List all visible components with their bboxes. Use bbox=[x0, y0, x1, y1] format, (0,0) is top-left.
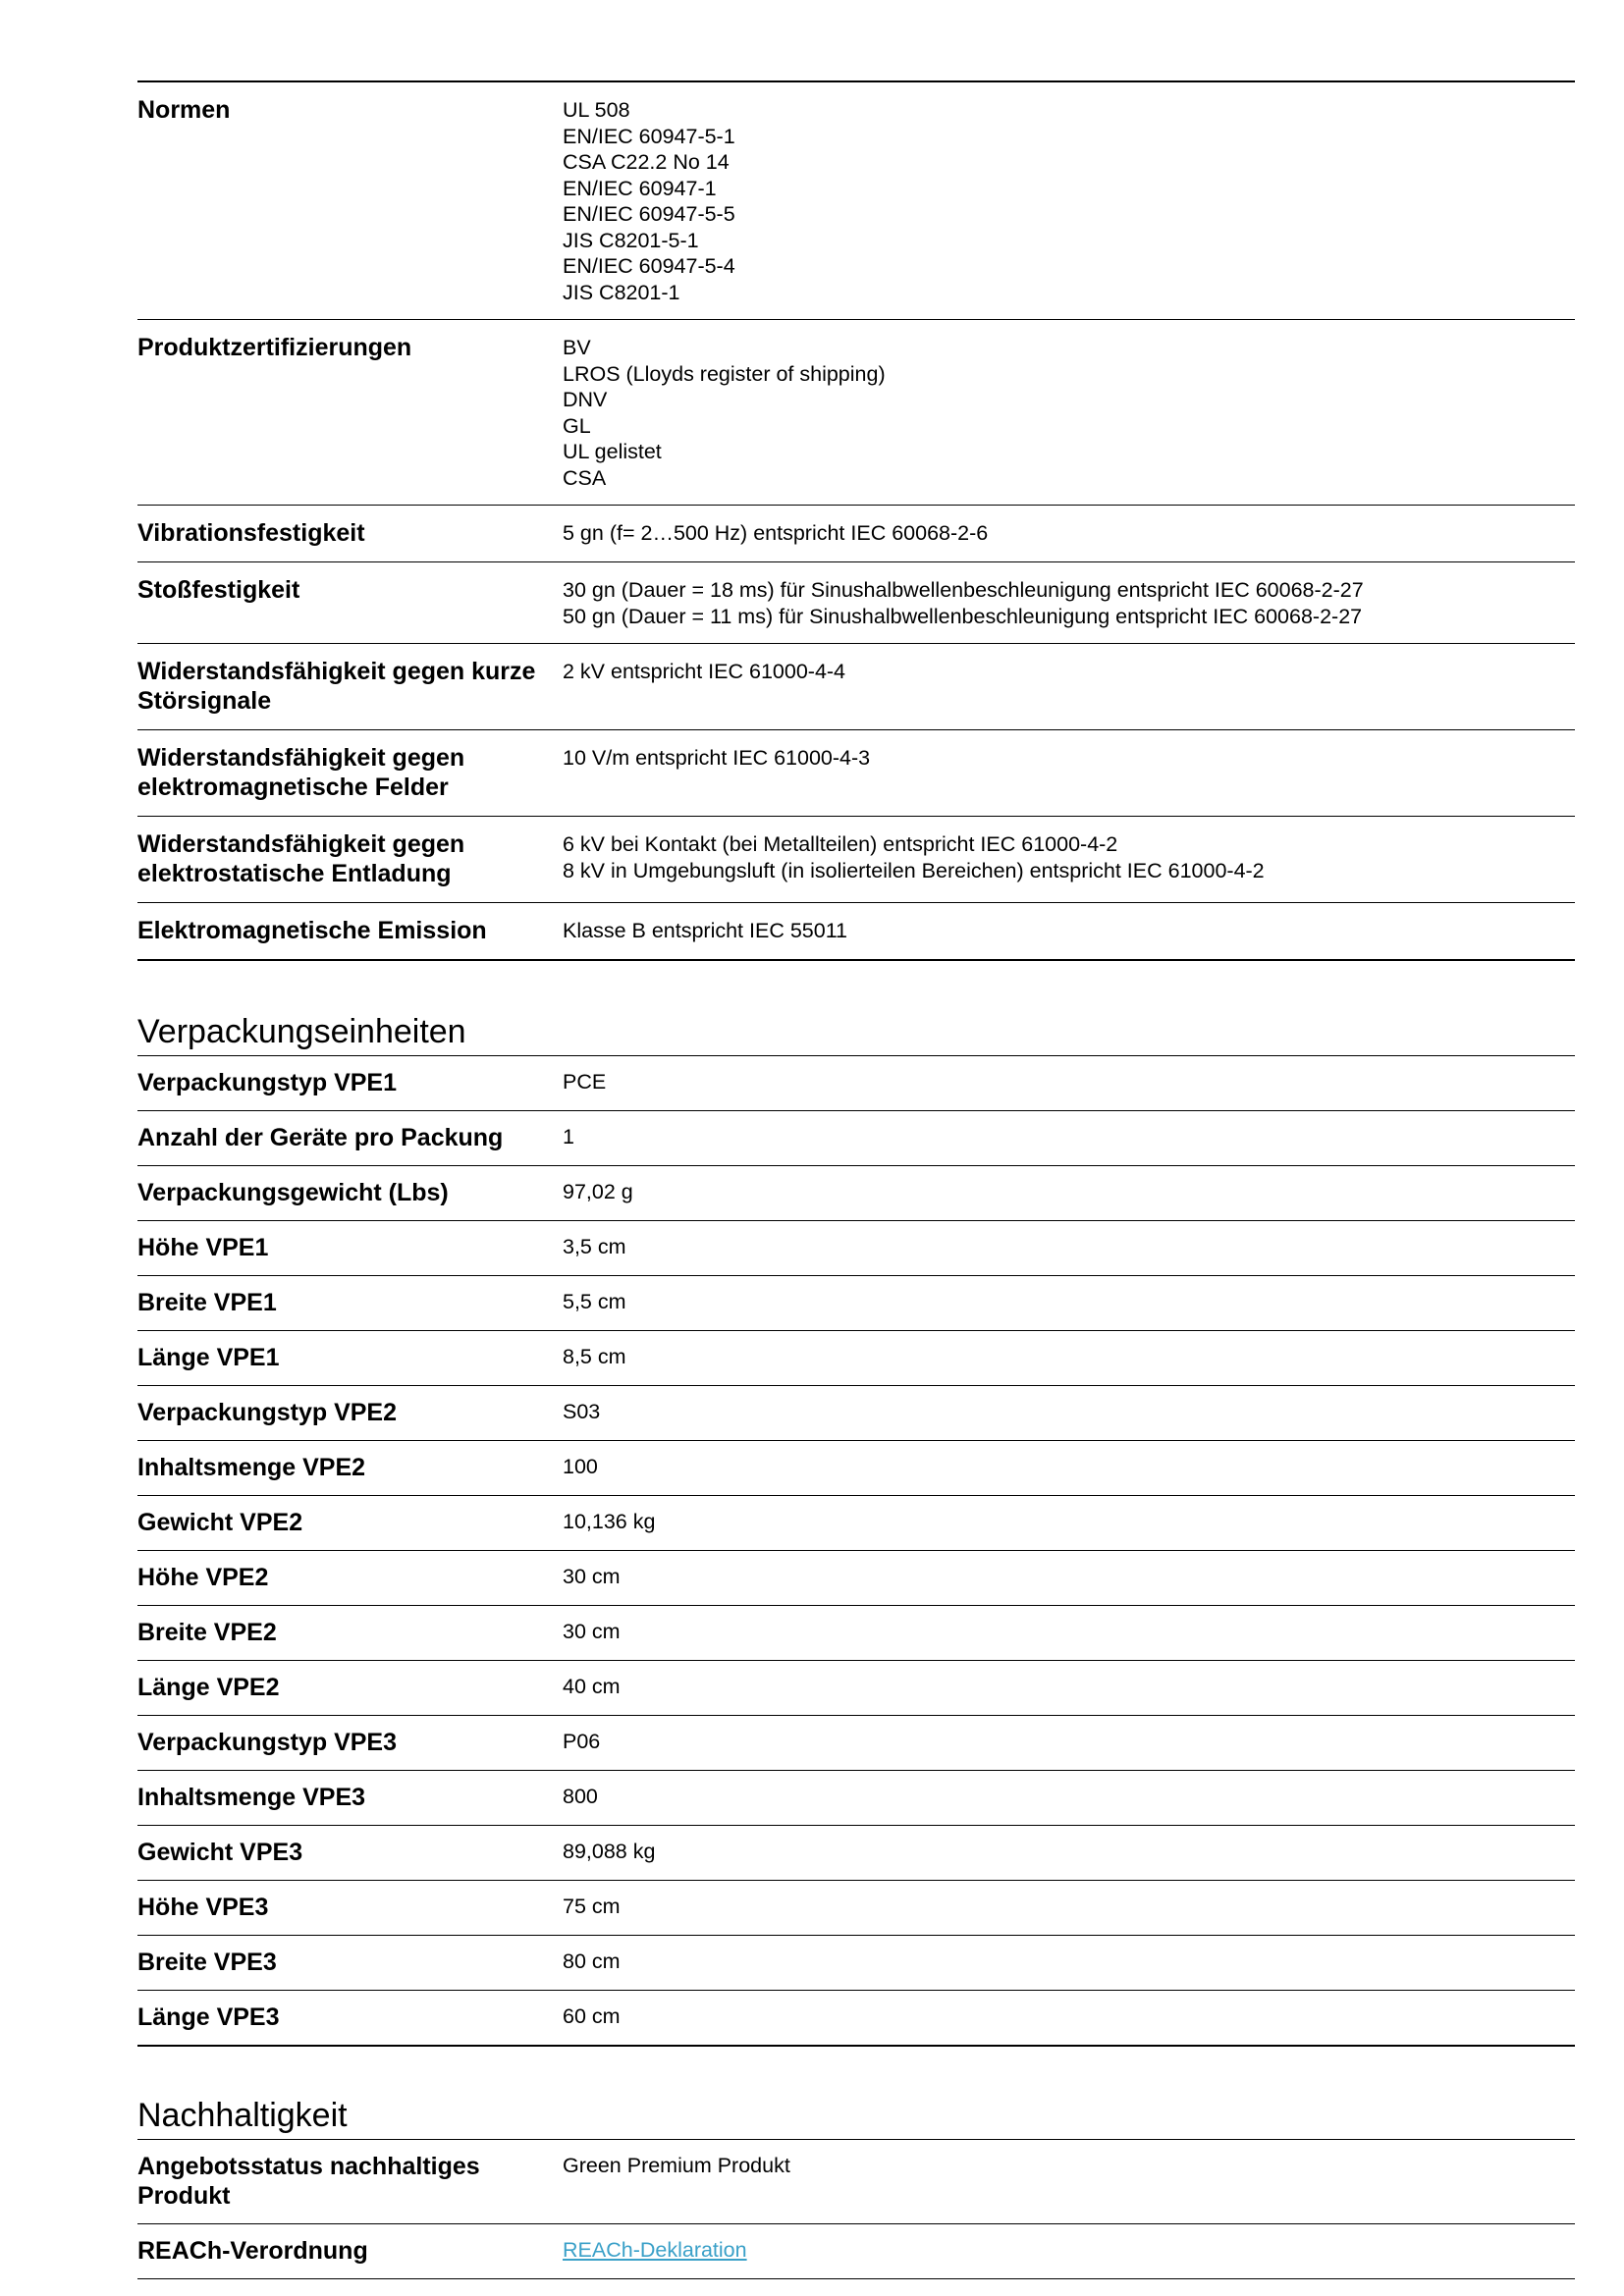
table-row bbox=[137, 1111, 1575, 1166]
table-row bbox=[137, 817, 1575, 903]
packaging-section-title: Verpackungseinheiten bbox=[137, 1010, 1575, 1056]
row-value: 8,5 cm bbox=[563, 1345, 626, 1368]
table-row bbox=[137, 1716, 1575, 1771]
value-line: CSA bbox=[563, 465, 607, 490]
table-row bbox=[137, 1551, 1575, 1606]
row-value: 97,02 g bbox=[563, 1180, 633, 1203]
row-label: Elektromagnetische Emission bbox=[137, 917, 487, 944]
table-row bbox=[137, 1936, 1575, 1991]
row-label: Breite VPE3 bbox=[137, 1949, 277, 1976]
row-value bbox=[563, 644, 1575, 730]
row-value: 89,088 kg bbox=[563, 1840, 656, 1863]
value-line: 50 gn (Dauer = 11 ms) für Sinushalbwellenbeschleunigung entspricht IEC 60068-2-27 bbox=[563, 604, 1363, 628]
sustainability-section-title: Nachhaltigkeit bbox=[137, 2094, 1575, 2140]
table-row bbox=[137, 1771, 1575, 1826]
datasheet-content bbox=[137, 80, 1575, 2279]
table-row bbox=[137, 1441, 1575, 1496]
row-value: 60 cm bbox=[563, 2004, 621, 2028]
row-value bbox=[563, 320, 1575, 506]
value-line: GL bbox=[563, 413, 591, 438]
value-line: 30 gn (Dauer = 18 ms) für Sinushalbwellenbeschleunigung entspricht IEC 60068-2-27 bbox=[563, 578, 1364, 602]
row-label: Angebotsstatus nachhaltiges Produkt bbox=[137, 2153, 480, 2210]
row-value bbox=[563, 2224, 1575, 2279]
row-label: Anzahl der Geräte pro Packung bbox=[137, 1124, 504, 1151]
row-label: Länge VPE1 bbox=[137, 1344, 280, 1371]
row-value: 80 cm bbox=[563, 1949, 621, 1973]
value-line: Klasse B entspricht IEC 55011 bbox=[563, 919, 848, 942]
table-row bbox=[137, 81, 1575, 320]
table-row bbox=[137, 1606, 1575, 1661]
table-row bbox=[137, 1991, 1575, 2047]
row-value: 30 cm bbox=[563, 1620, 621, 1643]
row-value bbox=[563, 817, 1575, 903]
table-row bbox=[137, 562, 1575, 644]
row-value: 800 bbox=[563, 1785, 598, 1808]
value-line: JIS C8201-5-1 bbox=[563, 228, 699, 252]
value-line: EN/IEC 60947-5-5 bbox=[563, 202, 735, 226]
row-value: 40 cm bbox=[563, 1675, 621, 1698]
row-label: REACh-Verordnung bbox=[137, 2237, 368, 2265]
value-line: JIS C8201-1 bbox=[563, 280, 680, 304]
value-line: CSA C22.2 No 14 bbox=[563, 150, 730, 174]
row-value: Green Premium Produkt bbox=[563, 2154, 790, 2177]
row-label: Höhe VPE1 bbox=[137, 1234, 269, 1261]
row-value bbox=[563, 506, 1575, 562]
table-row bbox=[137, 1221, 1575, 1276]
value-line: 8 kV in Umgebungsluft (in isolierteilen Bereichen) entspricht IEC 61000-4-2 bbox=[563, 858, 1265, 882]
row-value: 75 cm bbox=[563, 1895, 621, 1918]
value-line: EN/IEC 60947-5-1 bbox=[563, 124, 735, 148]
row-value: P06 bbox=[563, 1730, 601, 1753]
packaging-table bbox=[137, 1056, 1575, 2047]
row-label: Gewicht VPE3 bbox=[137, 1839, 303, 1866]
row-value: 3,5 cm bbox=[563, 1235, 626, 1258]
row-label: Normen bbox=[137, 96, 231, 124]
row-label: Produktzertifizierungen bbox=[137, 334, 412, 361]
row-value: 30 cm bbox=[563, 1565, 621, 1588]
table-row bbox=[137, 2140, 1575, 2224]
value-line: 6 kV bei Kontakt (bei Metallteilen) entspricht IEC 61000-4-2 bbox=[563, 832, 1118, 856]
table-row bbox=[137, 1166, 1575, 1221]
row-value bbox=[563, 562, 1575, 644]
table-row bbox=[137, 730, 1575, 817]
value-line: DNV bbox=[563, 388, 608, 411]
row-label: Stoßfestigkeit bbox=[137, 576, 300, 604]
row-value: S03 bbox=[563, 1400, 601, 1423]
row-value: 1 bbox=[563, 1125, 574, 1148]
row-label: Verpackungsgewicht (Lbs) bbox=[137, 1179, 449, 1206]
row-label: Höhe VPE3 bbox=[137, 1894, 269, 1921]
row-label: Verpackungstyp VPE2 bbox=[137, 1399, 398, 1426]
value-line: LROS (Lloyds register of shipping) bbox=[563, 361, 886, 386]
value-line: 10 V/m entspricht IEC 61000-4-3 bbox=[563, 746, 871, 770]
table-row bbox=[137, 1826, 1575, 1881]
row-value bbox=[563, 81, 1575, 320]
value-line: UL gelistet bbox=[563, 440, 662, 463]
value-line: EN/IEC 60947-1 bbox=[563, 176, 717, 200]
row-label: Länge VPE2 bbox=[137, 1674, 280, 1701]
table-row bbox=[137, 903, 1575, 961]
row-label: Gewicht VPE2 bbox=[137, 1509, 303, 1536]
table-row bbox=[137, 1881, 1575, 1936]
table-row bbox=[137, 1386, 1575, 1441]
table-row bbox=[137, 1331, 1575, 1386]
row-label: Breite VPE1 bbox=[137, 1289, 277, 1316]
row-value bbox=[563, 903, 1575, 961]
row-value: 5,5 cm bbox=[563, 1290, 626, 1313]
value-line: 5 gn (f= 2…500 Hz) entspricht IEC 60068-2-6 bbox=[563, 521, 989, 545]
value-line: EN/IEC 60947-5-4 bbox=[563, 254, 735, 278]
table-row bbox=[137, 1056, 1575, 1111]
row-label: Verpackungstyp VPE1 bbox=[137, 1069, 398, 1096]
row-label: Vibrationsfestigkeit bbox=[137, 519, 365, 547]
row-value: PCE bbox=[563, 1070, 607, 1094]
reach-declaration-link[interactable]: REACh-Deklaration bbox=[563, 2238, 747, 2262]
row-label: Inhaltsmenge VPE3 bbox=[137, 1784, 366, 1811]
table-row bbox=[137, 320, 1575, 506]
row-label: Widerstandsfähigkeit gegen elektromagnetische Felder bbox=[137, 744, 465, 801]
row-label: Länge VPE3 bbox=[137, 2003, 280, 2031]
row-label: Inhaltsmenge VPE2 bbox=[137, 1454, 366, 1481]
row-value: 10,136 kg bbox=[563, 1510, 656, 1533]
row-label: Breite VPE2 bbox=[137, 1619, 277, 1646]
row-label: Verpackungstyp VPE3 bbox=[137, 1729, 398, 1756]
specifications-table bbox=[137, 80, 1575, 961]
table-row bbox=[137, 1661, 1575, 1716]
row-value bbox=[563, 730, 1575, 817]
row-label: Widerstandsfähigkeit gegen elektrostatische Entladung bbox=[137, 830, 465, 887]
table-row bbox=[137, 1496, 1575, 1551]
value-line: BV bbox=[563, 336, 591, 359]
row-label: Höhe VPE2 bbox=[137, 1564, 269, 1591]
table-row bbox=[137, 506, 1575, 562]
table-row bbox=[137, 2224, 1575, 2279]
value-line: UL 508 bbox=[563, 98, 630, 122]
value-line: 2 kV entspricht IEC 61000-4-4 bbox=[563, 660, 846, 683]
row-label: Widerstandsfähigkeit gegen kurze Störsignale bbox=[137, 658, 536, 715]
table-row bbox=[137, 644, 1575, 730]
sustainability-table bbox=[137, 2140, 1575, 2279]
row-value: 100 bbox=[563, 1455, 598, 1478]
table-row bbox=[137, 1276, 1575, 1331]
